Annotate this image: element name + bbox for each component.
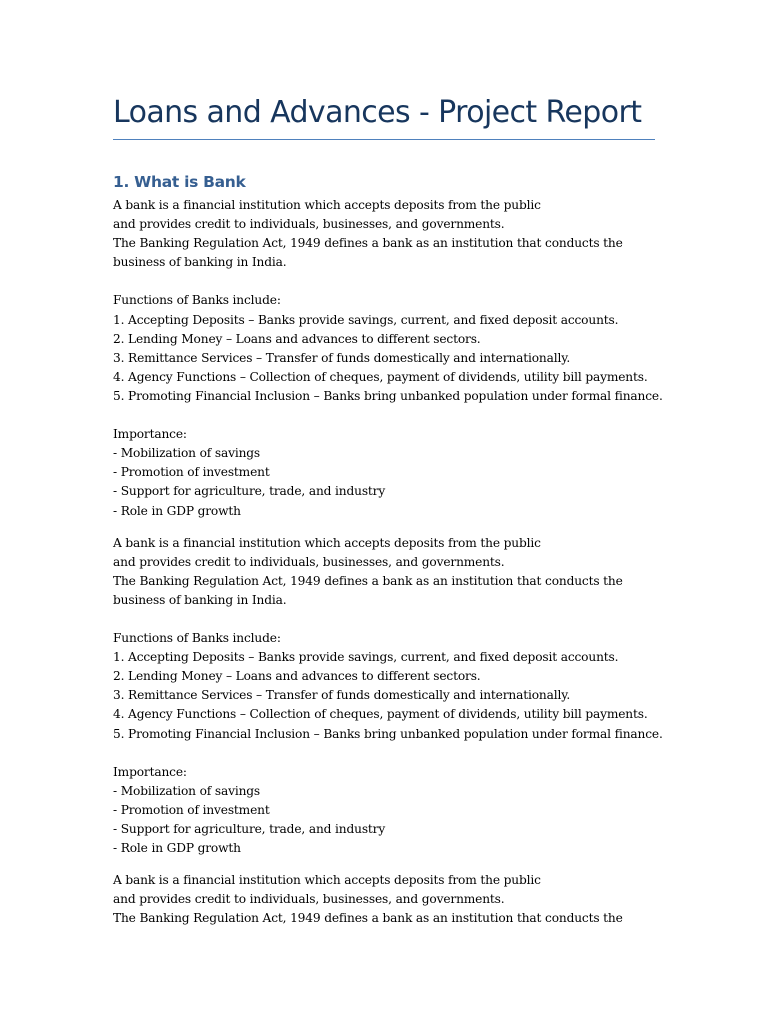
definition-line: and provides credit to individuals, businesses, and governments. xyxy=(113,892,505,907)
definition-line: The Banking Regulation Act, 1949 defines a bank as an institution that conducts the xyxy=(113,573,623,588)
definition-line: The Banking Regulation Act, 1949 defines a bank as an institution that conducts the xyxy=(113,911,623,926)
section-heading: 1. What is Bank xyxy=(113,173,246,191)
definition-line: A bank is a financial institution which accepts deposits from the public xyxy=(113,873,541,888)
definition-line: The Banking Regulation Act, 1949 defines a bank as an institution that conducts the xyxy=(113,236,623,251)
functions-heading: Functions of Banks include: xyxy=(113,631,281,646)
definition-line: and provides credit to individuals, businesses, and governments. xyxy=(113,217,505,232)
function-item: 4. Agency Functions – Collection of cheques, payment of dividends, utility bill payments. xyxy=(113,369,648,384)
importance-heading: Importance: xyxy=(113,427,187,442)
content-block xyxy=(113,871,673,928)
function-item: 1. Accepting Deposits – Banks provide savings, current, and fixed deposit accounts. xyxy=(113,312,619,327)
content-block xyxy=(113,534,673,859)
importance-item: - Role in GDP growth xyxy=(113,841,241,856)
definition-line: A bank is a financial institution which accepts deposits from the public xyxy=(113,198,541,212)
document-body xyxy=(113,196,673,928)
definition-line: and provides credit to individuals, businesses, and governments. xyxy=(113,554,505,569)
importance-item: - Mobilization of savings xyxy=(113,446,261,461)
function-item: 3. Remittance Services – Transfer of funds domestically and internationally. xyxy=(113,350,571,365)
function-item: 2. Lending Money – Loans and advances to different sectors. xyxy=(113,331,481,346)
importance-item: - Support for agriculture, trade, and industry xyxy=(113,484,386,499)
importance-item: - Role in GDP growth xyxy=(113,503,241,518)
importance-item: - Promotion of investment xyxy=(113,802,270,817)
content-block xyxy=(113,196,673,521)
function-item: 5. Promoting Financial Inclusion – Banks bring unbanked population under formal finance. xyxy=(113,388,663,403)
function-item: 2. Lending Money – Loans and advances to different sectors. xyxy=(113,669,481,684)
function-item: 5. Promoting Financial Inclusion – Banks bring unbanked population under formal finance. xyxy=(113,726,663,741)
importance-item: - Promotion of investment xyxy=(113,465,270,480)
definition-line: A bank is a financial institution which accepts deposits from the public xyxy=(113,535,541,550)
function-item: 3. Remittance Services – Transfer of funds domestically and internationally. xyxy=(113,688,571,703)
importance-heading: Importance: xyxy=(113,764,187,779)
function-item: 1. Accepting Deposits – Banks provide savings, current, and fixed deposit accounts. xyxy=(113,650,619,665)
functions-heading: Functions of Banks include: xyxy=(113,293,281,308)
definition-line: business of banking in India. xyxy=(113,592,287,607)
document-title: Loans and Advances - Project Report xyxy=(113,95,642,130)
importance-item: - Mobilization of savings xyxy=(113,783,261,798)
function-item: 4. Agency Functions – Collection of cheques, payment of dividends, utility bill payments. xyxy=(113,707,648,722)
importance-item: - Support for agriculture, trade, and industry xyxy=(113,822,386,836)
definition-line: business of banking in India. xyxy=(113,255,287,270)
title-underline xyxy=(113,139,655,140)
